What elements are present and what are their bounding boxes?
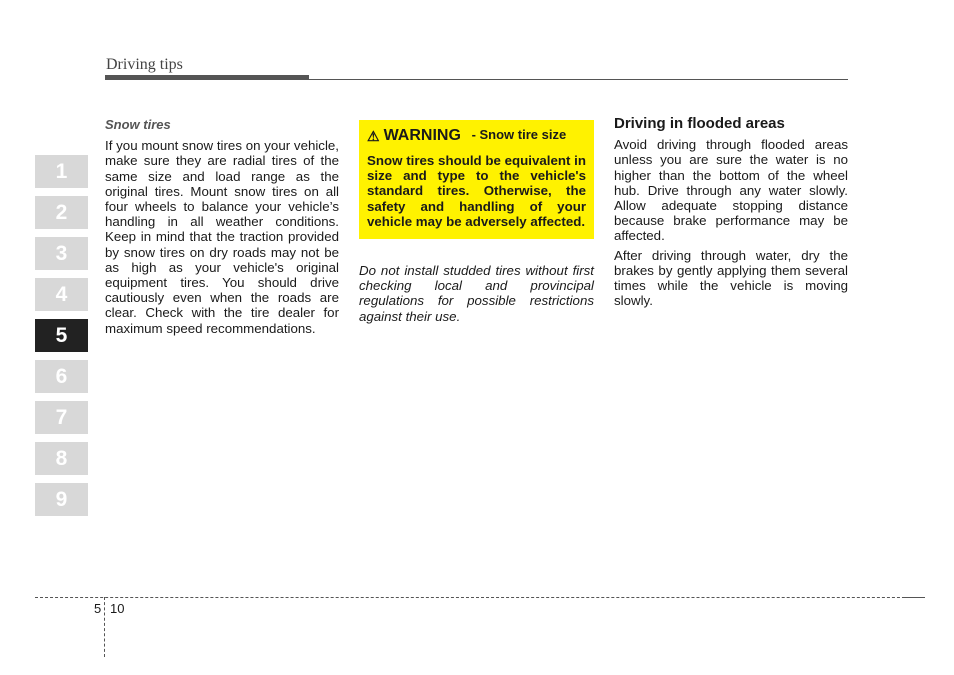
chapter-tab-9[interactable]: 9	[35, 483, 88, 516]
chapter-tab-6[interactable]: 6	[35, 360, 88, 393]
chapter-tab-2[interactable]: 2	[35, 196, 88, 229]
chapter-tab-5-active[interactable]: 5	[35, 319, 88, 352]
page-number: 10	[110, 601, 125, 616]
page-chapter-number: 5	[94, 601, 102, 616]
column-flooded-areas	[614, 116, 848, 308]
flooded-areas-paragraph-1: Avoid driving through flooded areas unless you are sure the water is no higher than the bottom of the wheel hub. Drive through any water slowly. Allow adequate stopping distance because brake performance may be affected.	[614, 137, 848, 244]
warning-box	[359, 120, 594, 239]
studded-tires-note: Do not install studded tires without first checking local and provincipal regulations for possible restrictions against their use.	[359, 263, 594, 324]
chapter-tab-7[interactable]: 7	[35, 401, 88, 434]
chapter-tab-3[interactable]: 3	[35, 237, 88, 270]
section-title: Driving tips	[106, 56, 183, 73]
warning-triangle-icon: ⚠	[367, 128, 380, 144]
snow-tires-body: If you mount snow tires on your vehicle, make sure they are radial tires of the same size and load range as the original tires. Mount snow tires on all four wheels to balance your vehicle’s handling in all weather conditions. Keep in mind that the traction provided by snow tires on dry roads may not be as high as your vehicle's original equipment tires. You should drive cautiously even when the roads are clear. Check with the tire dealer for maximum speed recommendations.	[105, 138, 339, 336]
flooded-areas-heading: Driving in flooded areas	[614, 115, 785, 132]
footer-rule	[35, 597, 925, 598]
footer-divider	[104, 597, 105, 657]
chapter-tab-8[interactable]: 8	[35, 442, 88, 475]
warning-heading	[367, 127, 586, 145]
flooded-areas-paragraph-2: After driving through water, dry the brakes by gently applying them several times while the vehicle is moving slowly.	[614, 247, 848, 309]
column-snow-tires	[105, 117, 339, 336]
warning-label: WARNING	[383, 127, 461, 144]
chapter-tab-1[interactable]: 1	[35, 155, 88, 188]
snow-tires-subheading: Snow tires	[105, 117, 171, 132]
header-rule	[105, 79, 848, 80]
footer-rule-end	[902, 597, 924, 598]
chapter-tab-4[interactable]: 4	[35, 278, 88, 311]
warning-text: Snow tires should be equivalent in size and type to the vehicle's standard tires. Otherwise, the safety and handling of your vehicle may be adversely affected.	[367, 153, 586, 229]
warning-subtitle: - Snow tire size	[471, 127, 567, 142]
column-warning	[359, 120, 594, 324]
